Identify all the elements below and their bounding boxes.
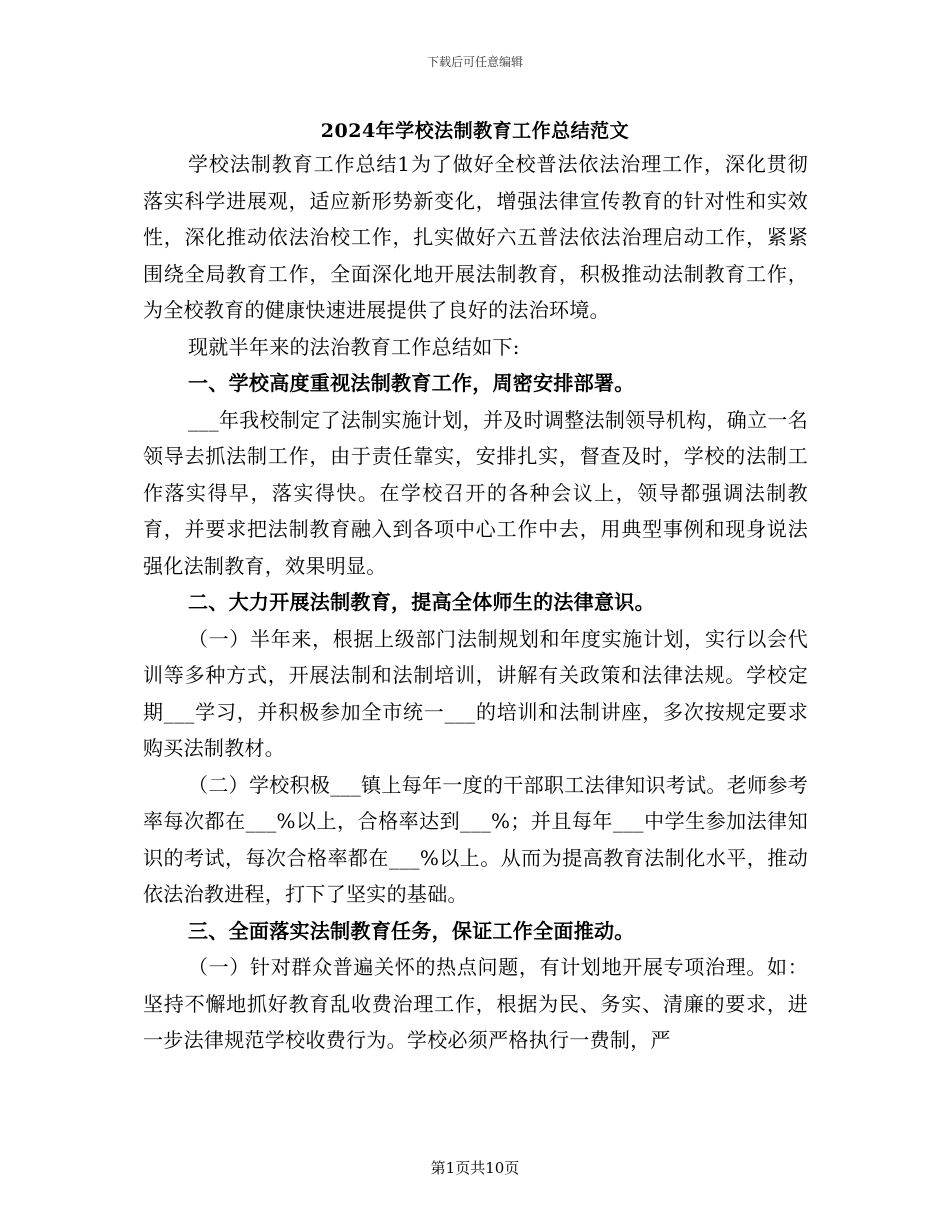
paragraph-section-3-item-1: （一）针对群众普遍关怀的热点问题，有计划地开展专项治理。如：坚持不懈地抓好教育乱收费治理工作，根据为民、务实、清廉的要求，进一步法律规范学校收费行为。学校必须严格执行一费制，严 <box>143 955 808 1052</box>
paragraph-section-1: ___年我校制定了法制实施计划，并及时调整法制领导机构，确立一名领导去抓法制工作，由于责任靠实，安排扎实，督查及时，学校的法制工作落实得早，落实得快。在学校召开的各种会议上，领导都强调法制教育，并要求把法制教育融入到各项中心工作中去，用典型事例和现身说法强化法制教育，效果明显。 <box>143 407 808 578</box>
paragraph-summary-lead: 现就半年来的法治教育工作总结如下: <box>188 334 520 359</box>
page-header: 下载后可任意编辑 <box>426 55 523 69</box>
section-heading-3: 三、全面落实法制教育任务，保证工作全面推动。 <box>188 918 635 943</box>
page-footer: 第1页共10页 <box>430 1159 520 1177</box>
document-body <box>143 146 808 1059</box>
paragraph-section-2-item-2: （二）学校积极___镇上每年一度的干部职工法律知识考试。老师参考率每次都在___%以上，合格率达到___%；并且每年___中学生参加法律知识的考试，每次合格率都在___%以上。从而为提高教育法制化水平，推动依法治教进程，打下了坚实的基础。 <box>143 772 808 906</box>
section-heading-2: 二、大力开展法制教育，提高全体师生的法律意识。 <box>188 590 655 614</box>
paragraph-intro: 学校法制教育工作总结1为了做好全校普法依法治理工作，深化贯彻落实科学进展观，适应新形势新变化，增强法律宣传教育的针对性和实效性，深化推动依法治校工作，扎实做好六五普法依法治理启动工作，紧紧围绕全局教育工作，全面深化地开展法制教育，积极推动法制教育工作，为全校教育的健康快速进展提供了良好的法治环境。 <box>143 152 808 322</box>
document-title: 2024年学校法制教育工作总结范文 <box>320 120 630 142</box>
section-heading-1: 一、学校高度重视法制教育工作，周密安排部署。 <box>188 371 635 395</box>
paragraph-section-2-item-1: （一）半年来，根据上级部门法制规划和年度实施计划，实行以会代训等多种方式，开展法制和法制培训，讲解有关政策和法律法规。学校定期___学习，并积极参加全市统一___的培训和法制讲座，多次按规定要求购买法制教材。 <box>143 626 808 760</box>
